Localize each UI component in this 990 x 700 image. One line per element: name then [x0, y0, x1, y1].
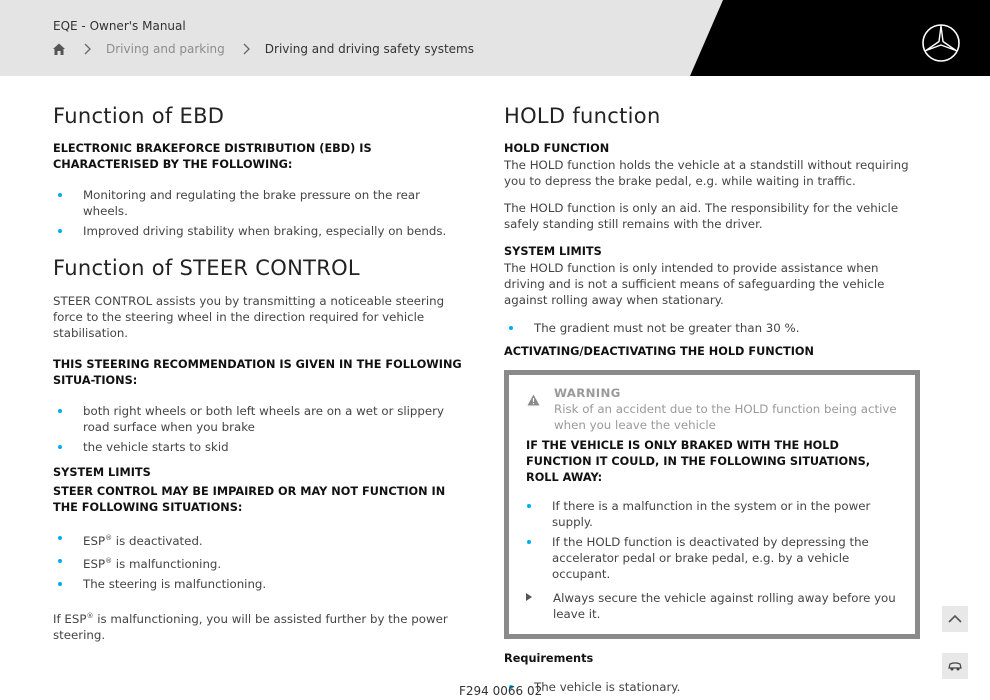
list-item-text: If the HOLD function is deactivated by depressing the accelerator pedal or brake pedal, e.g. by a vehicle occupant. — [552, 535, 869, 581]
note-text: If ESP — [53, 612, 87, 626]
bullet-dot-icon — [527, 540, 531, 544]
hold-paragraph-1: The HOLD function holds the vehicle at a standstill without requiring you to depress the brake pedal, e.g. while waiting in traffic. — [504, 158, 909, 188]
home-icon[interactable] — [52, 42, 66, 56]
vehicle-icon — [947, 660, 963, 672]
list-item-text: If there is a malfunction in the system or in the power supply. — [552, 499, 871, 529]
warning-condition: IF THE VEHICLE IS ONLY BRAKED WITH THE HOLD FUNCTION IT COULD, IN THE FOLLOWING SITUATIONS, ROLL AWAY: — [526, 439, 871, 484]
breadcrumb-link-driving-and-parking[interactable]: Driving and parking — [106, 42, 225, 56]
list-item — [53, 223, 468, 239]
warning-action — [522, 590, 901, 622]
list-item-text: the vehicle starts to skid — [83, 440, 229, 454]
steer-control-intro: STEER CONTROL assists you by transmitting a noticeable steering force to the steering wheel in the direction required for vehicle stabilisation. — [53, 294, 445, 340]
warning-action-text: Always secure the vehicle against rolling away before you leave it. — [553, 591, 896, 621]
warning-text: Risk of an accident due to the HOLD function being active when you leave the vehicle — [554, 402, 897, 432]
ebd-title: Function of EBD — [53, 104, 225, 128]
hold-paragraph-2: The HOLD function is only an aid. The responsibility for the vehicle safely standing still remains with the driver. — [504, 201, 899, 231]
list-item-text: The gradient must not be greater than 30 %. — [534, 321, 800, 335]
hold-limits-list — [504, 320, 920, 336]
mercedes-star-logo[interactable] — [921, 23, 961, 63]
list-item — [53, 403, 468, 435]
bullet-dot-icon — [58, 559, 62, 563]
steer-situations-list — [53, 403, 468, 455]
bullet-dot-icon — [58, 409, 62, 413]
list-item — [504, 679, 920, 695]
list-item — [53, 530, 468, 549]
warning-box — [504, 370, 920, 639]
hold-activate-heading: ACTIVATING/DEACTIVATING THE HOLD FUNCTION — [504, 345, 814, 358]
ebd-bullet-list — [53, 187, 468, 239]
list-item — [53, 439, 468, 455]
hold-limits-heading: SYSTEM LIMITS — [504, 245, 602, 258]
bullet-dot-icon — [527, 504, 531, 508]
list-item-text: The vehicle is stationary. — [534, 680, 681, 694]
warning-title: WARNING — [554, 386, 621, 400]
registered-mark: ® — [105, 557, 113, 565]
chevron-right-icon — [82, 43, 92, 55]
bullet-dot-icon — [58, 582, 62, 586]
chevron-up-icon — [948, 614, 962, 624]
list-item-text: The steering is malfunctioning. — [83, 577, 267, 591]
warning-header — [522, 385, 901, 433]
warning-triangle-icon — [527, 394, 540, 406]
list-item-text: is malfunctioning. — [112, 557, 222, 571]
registered-mark: ® — [86, 612, 94, 620]
list-item — [53, 576, 468, 592]
list-item-text: ESP — [83, 557, 106, 571]
breadcrumb-current: Driving and driving safety systems — [264, 42, 474, 56]
header-bar — [0, 0, 990, 76]
requirements-list — [504, 679, 920, 695]
steer-limits-list — [53, 530, 468, 592]
steer-situations-heading: THIS STEERING RECOMMENDATION IS GIVEN IN THE FOLLOWING SITUA-TIONS: — [53, 358, 462, 387]
left-column — [53, 104, 468, 643]
figure-code: F294 0066 02 — [459, 684, 543, 698]
list-item-text: ESP — [83, 534, 106, 548]
requirements-heading: Requirements — [504, 652, 594, 665]
list-item — [504, 320, 920, 336]
arrow-right-icon — [526, 593, 532, 601]
breadcrumb — [52, 42, 474, 56]
bullet-dot-icon — [58, 229, 62, 233]
vehicle-view-button[interactable] — [942, 653, 968, 679]
steer-limits-subheading: STEER CONTROL MAY BE IMPAIRED OR MAY NOT FUNCTION IN THE FOLLOWING SITUATIONS: — [53, 485, 446, 514]
list-item-text: is deactivated. — [112, 534, 203, 548]
bullet-dot-icon — [58, 445, 62, 449]
hold-title: HOLD function — [504, 104, 661, 128]
steer-esp-note — [53, 608, 468, 643]
list-item — [53, 187, 468, 219]
list-item-text: Improved driving stability when braking, especially on bends. — [83, 224, 447, 238]
scroll-to-top-button[interactable] — [942, 606, 968, 632]
chevron-right-icon — [241, 43, 251, 55]
list-item — [522, 498, 901, 530]
list-item — [53, 553, 468, 572]
manual-title: EQE - Owner's Manual — [53, 19, 186, 33]
steer-control-title: Function of STEER CONTROL — [53, 256, 360, 280]
list-item-text: both right wheels or both left wheels are on a wet or slippery road surface when you brake — [83, 404, 445, 434]
hold-subheading: HOLD FUNCTION — [504, 142, 610, 155]
bullet-dot-icon — [58, 193, 62, 197]
warning-bullet-list — [522, 498, 901, 582]
list-item-text: Monitoring and regulating the brake pressure on the rear wheels. — [83, 188, 420, 218]
list-item — [522, 534, 901, 582]
right-column — [504, 104, 920, 699]
hold-limits-text: The HOLD function is only intended to provide assistance when driving and is not a sufficient means of safeguarding the vehicle against rolling away when stationary. — [504, 261, 885, 307]
bullet-dot-icon — [509, 326, 513, 330]
steer-limits-heading: SYSTEM LIMITS — [53, 466, 151, 479]
ebd-subtitle: ELECTRONIC BRAKEFORCE DISTRIBUTION (EBD) IS CHARACTERISED BY THE FOLLOWING: — [53, 142, 372, 171]
registered-mark: ® — [105, 534, 113, 542]
note-text: is malfunctioning, you will be assisted further by the power steering. — [53, 612, 448, 642]
bullet-dot-icon — [58, 536, 62, 540]
